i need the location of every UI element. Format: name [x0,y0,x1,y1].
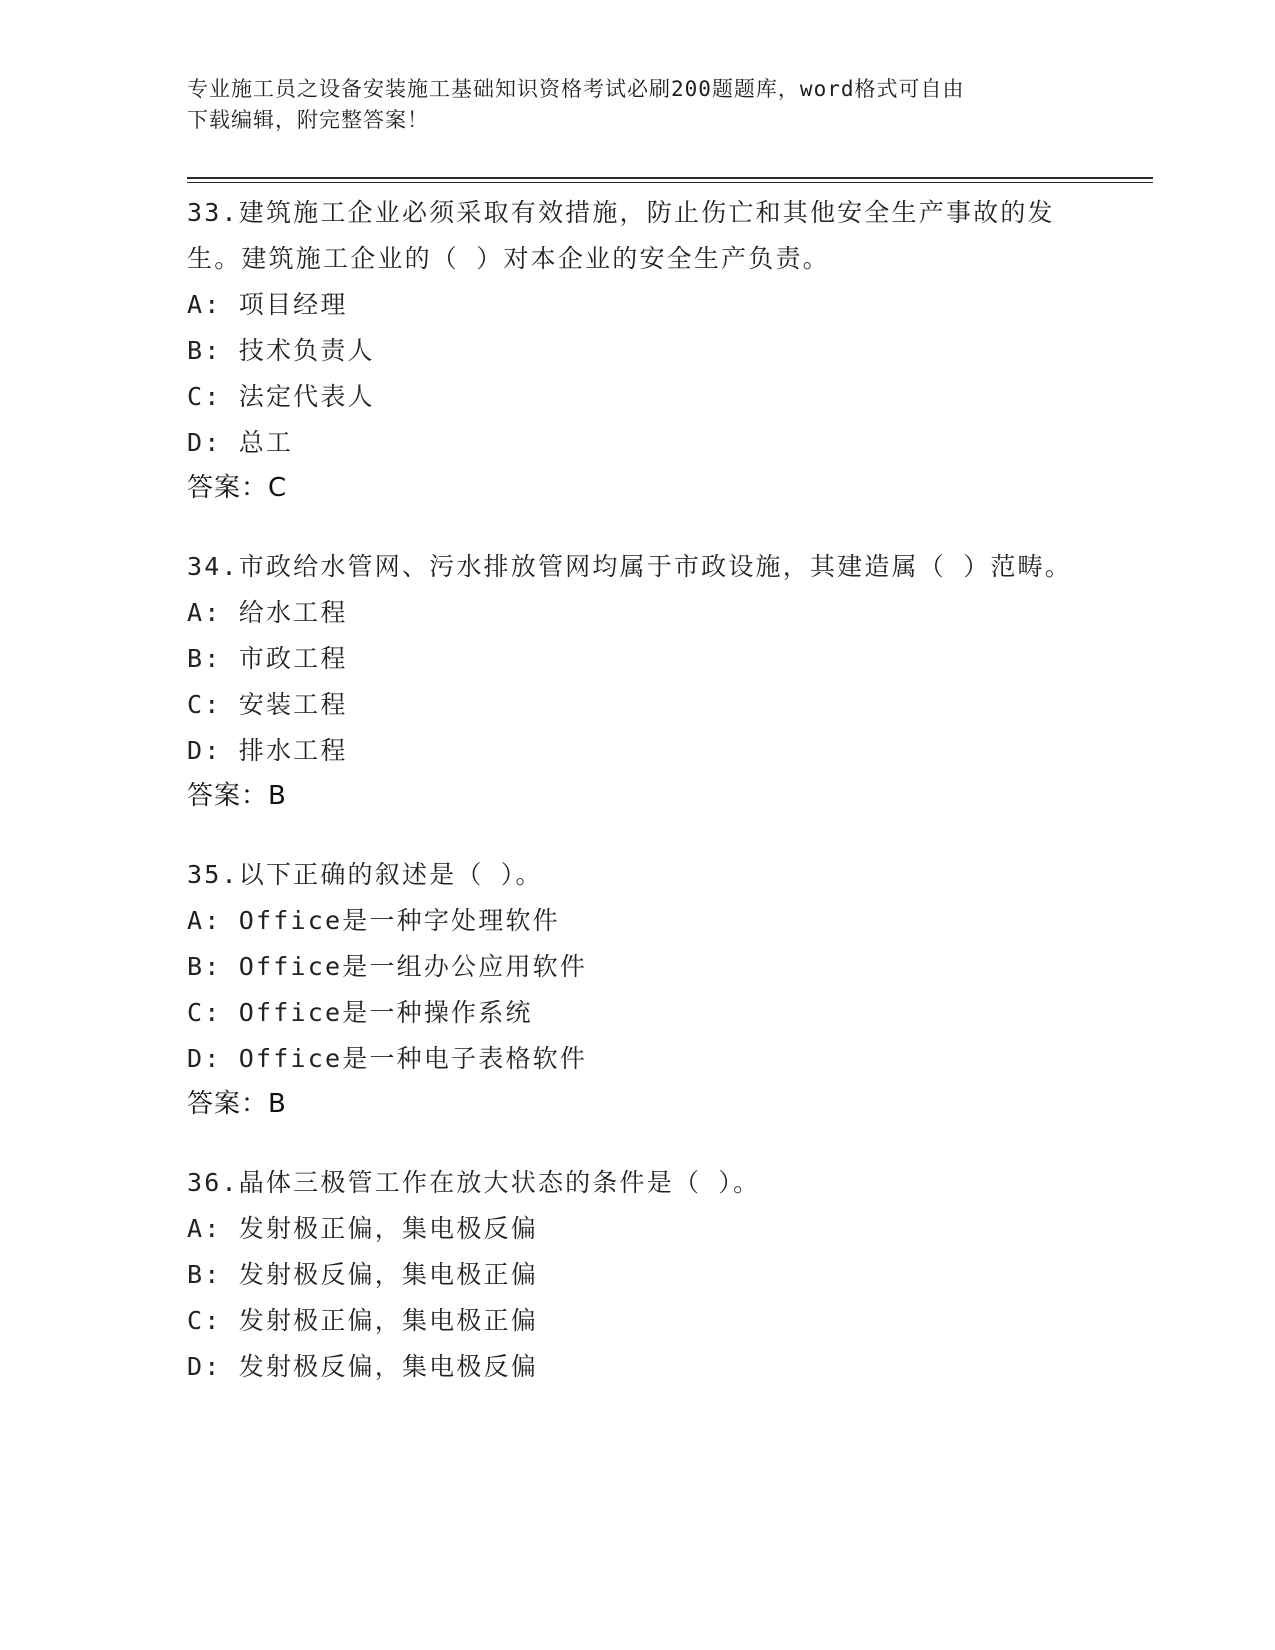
header-divider-top [187,177,1153,179]
option-a: A: 给水工程 [187,598,348,627]
header-divider-bottom [187,182,1153,183]
option-d: D: 总工 [187,428,294,457]
question-text: 34.市政给水管网、污水排放管网均属于市政设施，其建造属（ ）范畴。 [187,552,1073,581]
option-b: B: 市政工程 [187,644,348,673]
header-line-2: 下载编辑，附完整答案！ [187,108,429,132]
question-text: 36.晶体三极管工作在放大状态的条件是（ ）。 [187,1168,761,1197]
answer-label: 答案：C [187,473,288,503]
question-34 [187,544,1087,818]
option-d: D: 排水工程 [187,736,348,765]
question-list [187,190,1087,1424]
option-b: B: 发射极反偏，集电极正偏 [187,1260,538,1289]
option-a: A: Office是一种字处理软件 [187,906,560,935]
header-line-1: 专业施工员之设备安装施工基础知识资格考试必刷200题题库，word格式可自由 [187,77,965,101]
document-header [187,74,1067,136]
question-text: 35.以下正确的叙述是（ ）。 [187,860,543,889]
question-text: 33.建筑施工企业必须采取有效措施，防止伤亡和其他安全生产事故的发生。建筑施工企业的（ ）对本企业的安全生产负责。 [187,198,1055,273]
question-33 [187,190,1087,510]
option-a: A: 发射极正偏，集电极反偏 [187,1214,538,1243]
option-c: C: 安装工程 [187,690,348,719]
option-d: D: Office是一种电子表格软件 [187,1044,588,1073]
option-c: C: Office是一种操作系统 [187,998,533,1027]
answer-label: 答案：B [187,781,287,811]
answer-label: 答案：B [187,1089,287,1119]
question-36 [187,1160,1087,1390]
option-b: B: Office是一组办公应用软件 [187,952,588,981]
option-c: C: 法定代表人 [187,382,375,411]
option-c: C: 发射极正偏，集电极正偏 [187,1306,538,1335]
option-a: A: 项目经理 [187,290,348,319]
option-b: B: 技术负责人 [187,336,375,365]
option-d: D: 发射极反偏，集电极反偏 [187,1352,538,1381]
question-35 [187,852,1087,1126]
